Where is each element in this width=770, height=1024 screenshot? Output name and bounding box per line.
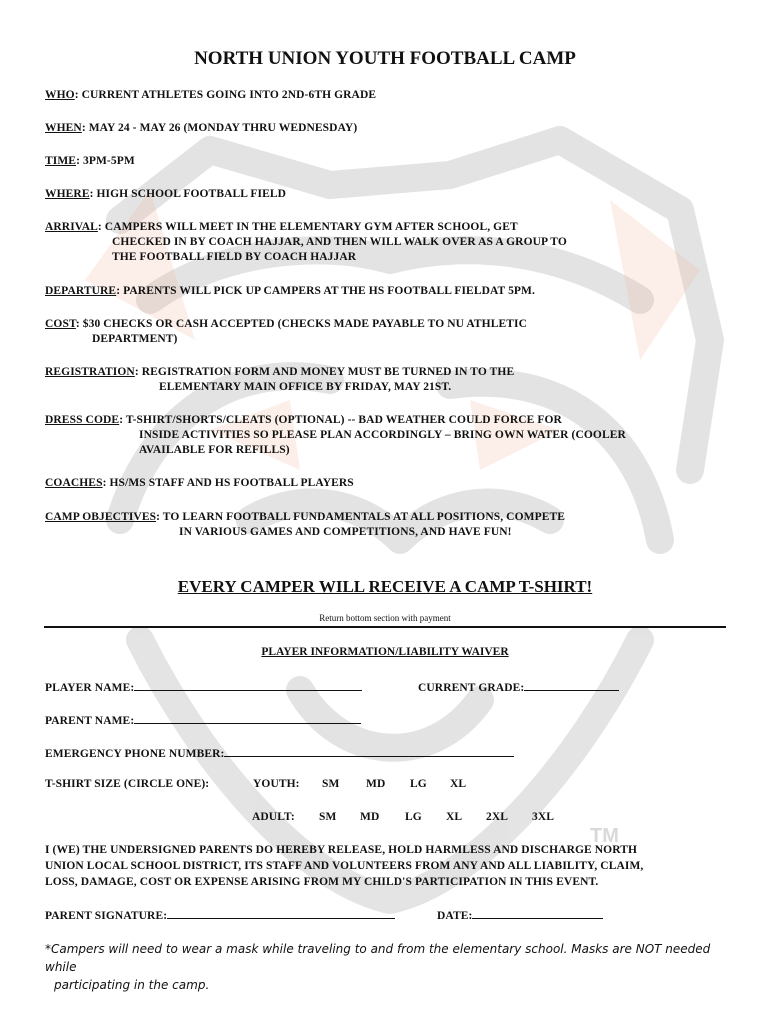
youth-size-xl[interactable]: XL — [450, 778, 467, 790]
when-label: WHEN — [45, 122, 82, 134]
parent-name-line[interactable] — [134, 712, 361, 724]
who-row — [45, 89, 376, 101]
cost-row — [45, 318, 527, 330]
youth-size-lg[interactable]: LG — [410, 778, 427, 790]
player-name-field[interactable] — [45, 679, 362, 694]
waiver-line-3: LOSS, DAMAGE, COST OR EXPENSE ARISING FROM MY CHILD'S PARTICIPATION IN THIS EVENT. — [45, 876, 599, 888]
arrival-line-3: THE FOOTBALL FIELD BY COACH HAJJAR — [112, 251, 357, 263]
date-field[interactable] — [437, 907, 603, 922]
time-row — [45, 155, 135, 167]
objectives-line-2: IN VARIOUS GAMES AND COMPETITIONS, AND HAVE FUN! — [179, 526, 512, 538]
watermark-tm: TM — [590, 825, 619, 847]
player-name-label: PLAYER NAME: — [45, 682, 135, 694]
waiver-heading: PLAYER INFORMATION/LIABILITY WAIVER — [261, 646, 509, 658]
registration-label: REGISTRATION — [45, 366, 135, 378]
arrival-row — [45, 221, 518, 233]
adult-size-sm[interactable]: SM — [319, 811, 337, 823]
time-label: TIME — [45, 155, 77, 167]
current-grade-line[interactable] — [524, 679, 619, 691]
adult-size-md[interactable]: MD — [360, 811, 380, 823]
dress-code-row — [45, 414, 562, 426]
when-row — [45, 122, 357, 134]
current-grade-field[interactable] — [418, 679, 619, 694]
date-label: DATE: — [437, 910, 473, 922]
where-row — [45, 188, 286, 200]
departure-value: : PARENTS WILL PICK UP CAMPERS AT THE HS FOOTBALL FIELDAT 5PM. — [116, 285, 535, 297]
youth-size-sm[interactable]: SM — [322, 778, 340, 790]
dress-code-label: DRESS CODE — [45, 414, 120, 426]
adult-size-2xl[interactable]: 2XL — [486, 811, 509, 823]
adult-size-lg[interactable]: LG — [405, 811, 422, 823]
player-name-line[interactable] — [134, 679, 362, 691]
adult-size-3xl[interactable]: 3XL — [532, 811, 555, 823]
parent-signature-line[interactable] — [167, 907, 395, 919]
youth-size-md[interactable]: MD — [366, 778, 386, 790]
adult-size-xl[interactable]: XL — [446, 811, 463, 823]
where-value: : HIGH SCHOOL FOOTBALL FIELD — [89, 188, 287, 200]
registration-line-2: ELEMENTARY MAIN OFFICE BY FRIDAY, MAY 21ST. — [159, 381, 452, 393]
shirt-banner: EVERY CAMPER WILL RECEIVE A CAMP T-SHIRT! — [177, 577, 593, 596]
who-label: WHO — [45, 89, 75, 101]
objectives-label: CAMP OBJECTIVES — [45, 511, 157, 523]
where-label: WHERE — [45, 188, 90, 200]
emergency-phone-label: EMERGENCY PHONE NUMBER: — [45, 748, 225, 760]
objectives-line-1: : TO LEARN FOOTBALL FUNDAMENTALS AT ALL POSITIONS, COMPETE — [156, 511, 566, 523]
cost-label: COST — [45, 318, 76, 330]
parent-signature-field[interactable] — [45, 907, 395, 922]
cost-line-2: DEPARTMENT) — [92, 333, 178, 345]
parent-name-field[interactable] — [45, 712, 361, 727]
dress-code-line-3: AVAILABLE FOR REFILLS) — [139, 444, 290, 456]
shirt-size-label: T-SHIRT SIZE (CIRCLE ONE): — [45, 778, 210, 790]
coaches-label: COACHES — [45, 477, 103, 489]
departure-row — [45, 285, 535, 297]
waiver-line-2: UNION LOCAL SCHOOL DISTRICT, ITS STAFF AND VOLUNTEERS FROM ANY AND ALL LIABILITY, CLAIM, — [45, 860, 644, 872]
cost-line-1: : $30 CHECKS OR CASH ACCEPTED (CHECKS MADE PAYABLE TO NU ATHLETIC — [75, 318, 528, 330]
coaches-value: : HS/MS STAFF AND HS FOOTBALL PLAYERS — [102, 477, 354, 489]
objectives-row — [45, 511, 565, 523]
date-line[interactable] — [472, 907, 603, 919]
footnote-line-2: participating in the camp. — [54, 978, 210, 992]
emergency-phone-line[interactable] — [224, 745, 514, 757]
cut-line — [44, 626, 726, 628]
arrival-line-2: CHECKED IN BY COACH HAJJAR, AND THEN WILL WALK OVER AS A GROUP TO — [112, 236, 567, 248]
parent-name-label: PARENT NAME: — [45, 715, 135, 727]
footnote-line-1: *Campers will need to wear a mask while traveling to and from the elementary school. Masks are NOT needed while — [45, 942, 711, 974]
time-value: : 3PM-5PM — [76, 155, 135, 167]
page-title: NORTH UNION YOUTH FOOTBALL CAMP — [194, 48, 576, 69]
registration-row — [45, 366, 514, 378]
emergency-phone-field[interactable] — [45, 745, 514, 760]
who-value: : CURRENT ATHLETES GOING INTO 2ND-6TH GRADE — [74, 89, 377, 101]
current-grade-label: CURRENT GRADE: — [418, 682, 525, 694]
youth-label: YOUTH: — [253, 778, 300, 790]
arrival-label: ARRIVAL — [45, 221, 98, 233]
dress-code-line-1: : T-SHIRT/SHORTS/CLEATS (OPTIONAL) -- BAD WEATHER COULD FORCE FOR — [119, 414, 562, 426]
arrival-line-1: : CAMPERS WILL MEET IN THE ELEMENTARY GYM AFTER SCHOOL, GET — [97, 221, 518, 233]
waiver-line-1: I (WE) THE UNDERSIGNED PARENTS DO HEREBY RELEASE, HOLD HARMLESS AND DISCHARGE NORTH — [45, 844, 638, 856]
coaches-row — [45, 477, 354, 489]
registration-line-1: : REGISTRATION FORM AND MONEY MUST BE TURNED IN TO THE — [134, 366, 515, 378]
dress-code-line-2: INSIDE ACTIVITIES SO PLEASE PLAN ACCORDINGLY – BRING OWN WATER (COOLER — [139, 429, 626, 441]
mask-footnote — [45, 940, 735, 994]
departure-label: DEPARTURE — [45, 285, 117, 297]
return-note: Return bottom section with payment — [319, 613, 451, 623]
when-value: : MAY 24 - MAY 26 (MONDAY THRU WEDNESDAY) — [81, 122, 358, 134]
adult-label: ADULT: — [252, 811, 295, 823]
parent-signature-label: PARENT SIGNATURE: — [45, 910, 168, 922]
